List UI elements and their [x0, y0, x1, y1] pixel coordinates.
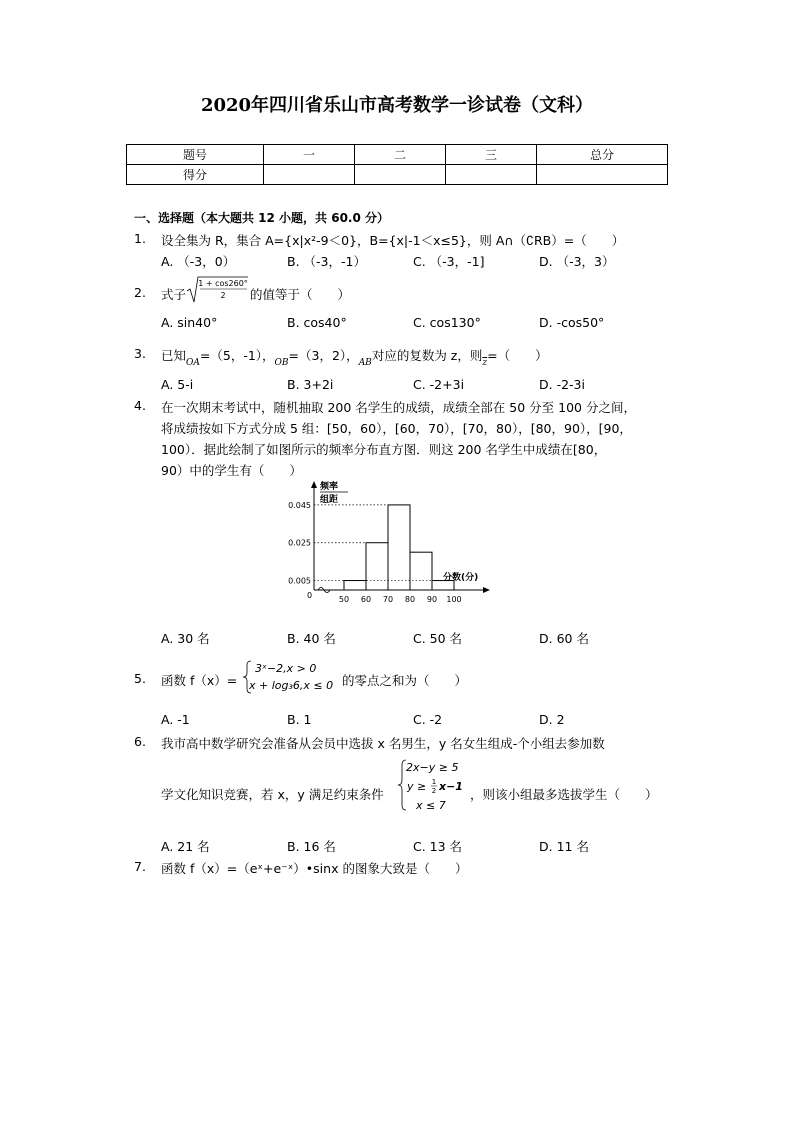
x-tick-label: 70: [382, 595, 394, 604]
question-line: 将成绩按如下方式分成 5 组：[50，60），[60，70），[70，80），[80，90），[90，: [161, 421, 632, 436]
sqrt-numerator: 1 + cos260°: [198, 279, 248, 288]
question-number: 1.: [134, 231, 146, 246]
x-tick-label: 90: [426, 595, 438, 604]
option-c: C. -2+3i: [413, 377, 465, 392]
score-cell: [355, 165, 446, 185]
constraint-2-num: 1: [431, 778, 437, 786]
case-1: 3ˣ−2,x > 0: [255, 662, 317, 675]
constraint-2-left: y ≥: [407, 780, 427, 793]
vector-oa: OA: [186, 358, 200, 368]
score-header-row: [127, 145, 668, 165]
option-d: D. 2: [539, 712, 565, 727]
constraint-1: 2x−y ≥ 5: [406, 761, 459, 774]
question-number: 6.: [134, 734, 146, 749]
option-d: D. 11 名: [539, 839, 589, 854]
option-c: C. cos130°: [413, 315, 481, 330]
sqrt-expression: [186, 275, 250, 305]
question-text: [161, 285, 186, 303]
option-d: D. -cos50°: [539, 315, 605, 330]
option-a: A. （-3，0）: [161, 254, 236, 269]
constraint-2-right: x−1: [439, 780, 463, 793]
question-line: 90）中的学生有（ ）: [161, 463, 302, 478]
constraint-3: x ≤ 7: [416, 799, 446, 812]
histogram-bar: [344, 581, 366, 590]
option-b: B. 3+2i: [287, 377, 334, 392]
option-d: D. 60 名: [539, 631, 589, 646]
score-table: [126, 144, 668, 185]
option-a: A. 30 名: [161, 631, 210, 646]
option-d: D. （-3，3）: [539, 254, 615, 269]
piecewise-function: [243, 658, 343, 698]
question-number: 5.: [134, 671, 146, 686]
option-a: A. 21 名: [161, 839, 210, 854]
row-label-cell: 得分: [127, 165, 264, 185]
option-c: C. 13 名: [413, 839, 463, 854]
header-cell: 二: [355, 145, 446, 165]
q2-prefix: 式子: [161, 287, 187, 302]
constraint-2-den: 2: [431, 787, 437, 795]
option-a: A. -1: [161, 712, 190, 727]
origin-label: 0: [307, 591, 313, 600]
y-label-top: 频率: [320, 482, 339, 492]
option-b: B. 1: [287, 712, 312, 727]
header-cell: 题号: [127, 145, 264, 165]
q5-suffix: 的零点之和为（ ）: [342, 673, 468, 688]
question-line: 在一次期末考试中，随机抽取 200 名学生的成绩，成绩全部在 50 分至 100 分之间，: [161, 400, 636, 415]
x-axis-label: 分数(分): [443, 573, 479, 583]
x-tick-label: 50: [338, 595, 350, 604]
question-number: 2.: [134, 285, 146, 300]
vector-ab: AB: [358, 358, 372, 368]
histogram-bar: [366, 543, 388, 590]
option-a: A. sin40°: [161, 315, 218, 330]
conjugate-z: z: [482, 358, 488, 368]
option-d: D. -2-3i: [539, 377, 585, 392]
x-tick-label: 60: [360, 595, 372, 604]
q5-prefix: 函数 f（x）=: [161, 673, 238, 688]
y-label-bottom: 组距: [320, 495, 339, 505]
question-number: 7.: [134, 859, 146, 874]
question-text: 函数 f（x）=（eˣ+e⁻ˣ）•sinx 的图象大致是（ ）: [161, 861, 468, 876]
option-a: A. 5-i: [161, 377, 194, 392]
score-cell: [264, 165, 355, 185]
constraint-system: [398, 758, 470, 814]
x-tick-label: 100: [446, 595, 462, 604]
section-heading: 一、选择题（本大题共 12 小题，共 60.0 分）: [134, 211, 390, 225]
q6-line2-suffix: ，则该小组最多选拔学生（ ）: [470, 787, 658, 802]
y-tick-label: 0.025: [288, 538, 311, 548]
q3-part: 对应的复数为 z，则: [371, 348, 483, 363]
option-b: B. 40 名: [287, 631, 336, 646]
y-tick-label: 0.005: [288, 576, 311, 586]
header-cell: 三: [446, 145, 537, 165]
q6-line2-prefix: 学文化知识竞赛，若 x，y 满足约束条件: [161, 787, 384, 802]
option-c: C. （-3，-1]: [413, 254, 485, 269]
frequency-histogram: [280, 478, 500, 608]
option-b: B. （-3，-1）: [287, 254, 366, 269]
header-cell: 总分: [537, 145, 668, 165]
vector-ob: OB: [274, 358, 289, 368]
score-cell: [446, 165, 537, 185]
header-cell: 一: [264, 145, 355, 165]
question-number: 4.: [134, 398, 146, 413]
question-line: 100）．据此绘制了如图所示的频率分布直方图．则这 200 名学生中成绩在[80，: [161, 442, 607, 457]
q3-part: =（5，-1），: [199, 348, 275, 363]
q3-part: =（3，2），: [288, 348, 359, 363]
question-text: 设全集为 R，集合 A={x|x²-9＜0}，B={x|-1＜x≤5}，则 A∩（∁RB）=（ ）: [161, 233, 625, 248]
case-2: x + log₃6,x ≤ 0: [249, 679, 334, 692]
x-tick-label: 80: [404, 595, 416, 604]
histogram-bar: [410, 552, 432, 590]
score-cell: [537, 165, 668, 185]
option-c: C. 50 名: [413, 631, 463, 646]
q3-part: 已知: [161, 348, 187, 363]
y-axis-arrow: [311, 481, 317, 488]
question-line: 我市高中数学研究会准备从会员中选拔 x 名男生，y 名女生组成-个小组去参加数: [161, 736, 605, 751]
question-text: [161, 346, 548, 368]
histogram-bar: [388, 505, 410, 590]
option-b: B. cos40°: [287, 315, 347, 330]
option-b: B. 16 名: [287, 839, 336, 854]
option-c: C. -2: [413, 712, 443, 727]
page-title: 2020年四川省乐山市高考数学一诊试卷（文科）: [200, 95, 594, 116]
sqrt-denominator: 2: [220, 291, 226, 300]
q2-suffix: 的值等于（ ）: [250, 287, 351, 302]
y-tick-label: 0.045: [288, 500, 311, 510]
question-number: 3.: [134, 346, 146, 361]
score-row: [127, 165, 668, 185]
x-axis-arrow: [483, 587, 490, 593]
q3-part: =（ ）: [487, 348, 548, 363]
